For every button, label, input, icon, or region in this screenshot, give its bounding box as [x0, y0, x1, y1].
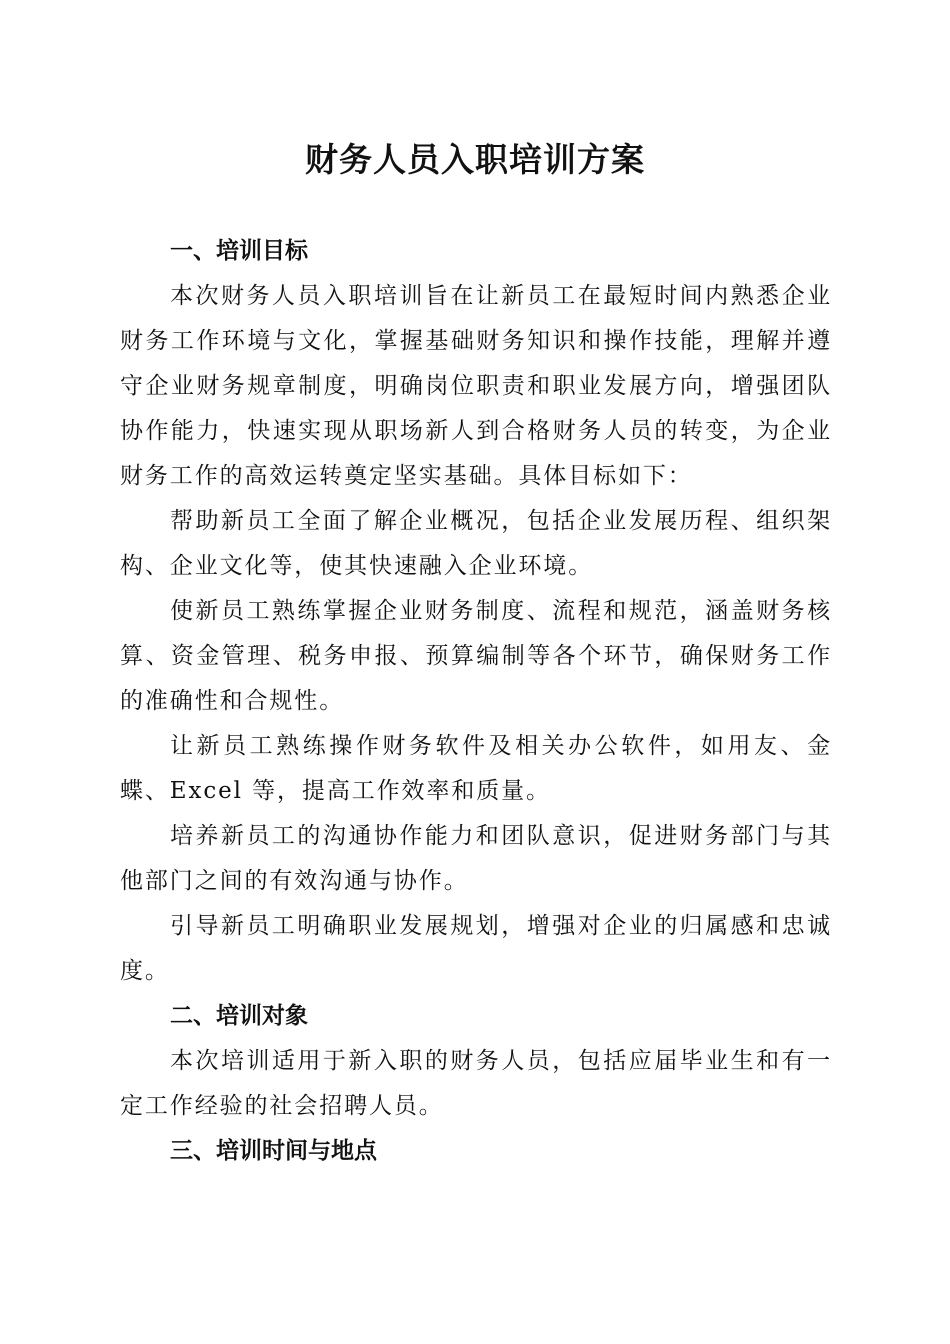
- paragraph-audience: 本次培训适用于新入职的财务人员，包括应届毕业生和有一定工作经验的社会招聘人员。: [120, 1048, 832, 1119]
- document-title: 财务人员入职培训方案: [305, 140, 645, 179]
- section-heading-time-location: 三、培训时间与地点: [170, 1138, 377, 1164]
- paragraph-goal-software: 让新员工熟练操作财务软件及相关办公软件，如用友、金蝶、Excel 等，提高工作效率和质量。: [120, 733, 832, 804]
- paragraph-goal-teamwork: 培养新员工的沟通协作能力和团队意识，促进财务部门与其他部门之间的有效沟通与协作。: [120, 823, 832, 894]
- paragraph-goal-career: 引导新员工明确职业发展规划，增强对企业的归属感和忠诚度。: [120, 913, 832, 984]
- section-heading-audience: 二、培训对象: [170, 1003, 308, 1029]
- paragraph-goal-finance-rules: 使新员工熟练掌握企业财务制度、流程和规范，涵盖财务核算、资金管理、税务申报、预算编制等各个环节，确保财务工作的准确性和合规性。: [120, 598, 832, 714]
- paragraph-goals-intro: 本次财务人员入职培训旨在让新员工在最短时间内熟悉企业财务工作环境与文化，掌握基础财务知识和操作技能，理解并遵守企业财务规章制度，明确岗位职责和职业发展方向，增强团队协作能力，快速实现从职场新人到合格财务人员的转变，为企业财务工作的高效运转奠定坚实基础。具体目标如下：: [120, 283, 832, 489]
- document-body: [120, 229, 832, 1174]
- paragraph-goal-company-overview: 帮助新员工全面了解企业概况，包括企业发展历程、组织架构、企业文化等，使其快速融入企业环境。: [120, 508, 832, 579]
- section-heading-goals: 一、培训目标: [170, 238, 308, 264]
